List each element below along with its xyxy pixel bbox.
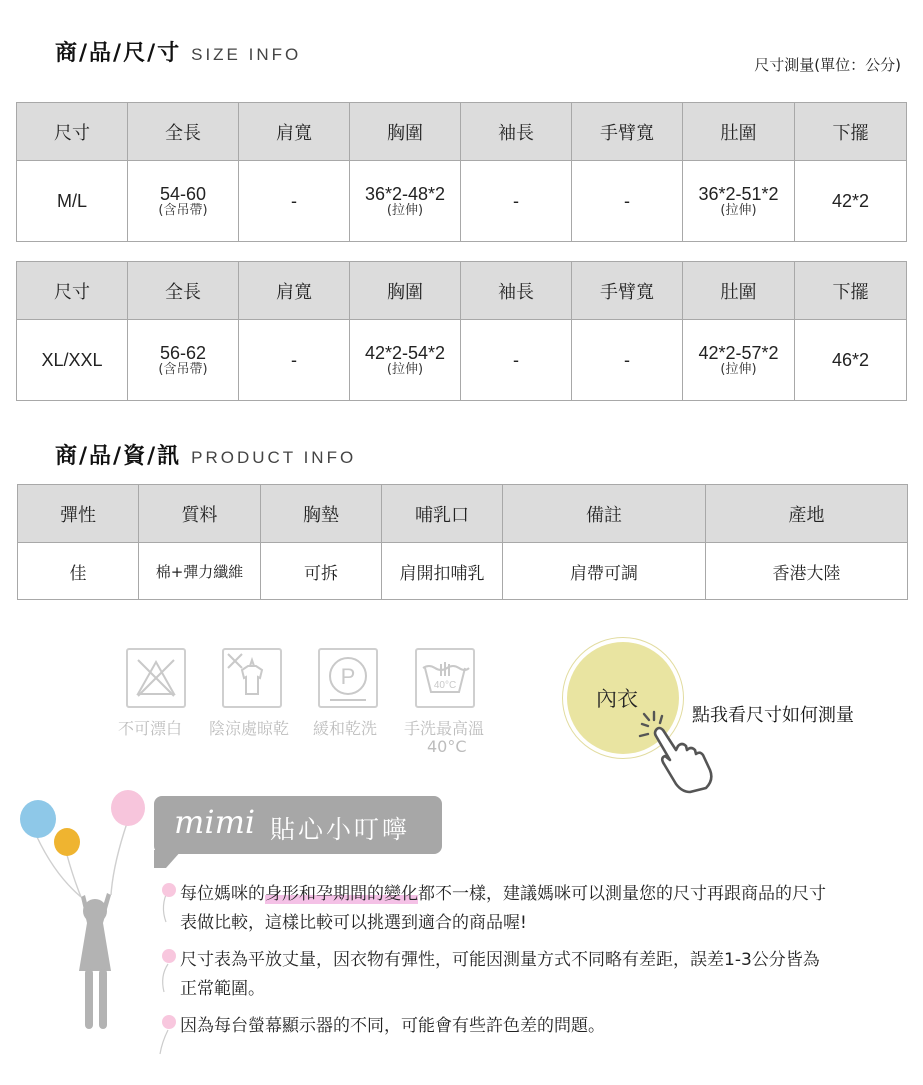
- header-bust: 胸圍: [350, 103, 461, 161]
- header-origin: 產地: [706, 485, 908, 543]
- no-bleach-icon: [126, 648, 186, 708]
- table-row: [17, 320, 907, 401]
- cell-material: 棉+彈力纖維: [139, 543, 261, 600]
- header-belly: 肚圍: [683, 262, 795, 320]
- tips-brand: mimi: [174, 803, 256, 841]
- header-material: 質料: [139, 485, 261, 543]
- cell-elasticity: 佳: [18, 543, 139, 600]
- cell-bust: 42*2-54*2 (拉伸): [350, 320, 461, 401]
- cell-hem: 46*2: [795, 320, 907, 401]
- measure-link[interactable]: 點我看尺寸如何測量: [692, 705, 854, 726]
- shade-dry-icon: [222, 648, 282, 708]
- cell-length: 54-60 (含吊帶): [128, 161, 239, 242]
- header-shoulder: 肩寬: [239, 103, 350, 161]
- tip-bullet: [162, 1015, 176, 1029]
- header-arm: 手臂寬: [572, 262, 683, 320]
- product-info-subtitle: PRODUCT INFO: [191, 448, 357, 467]
- cell-size: XL/XXL: [17, 320, 128, 401]
- cell-belly: 36*2-51*2 (拉伸): [683, 161, 795, 242]
- cell-sleeve: -: [461, 161, 572, 242]
- cell-sleeve: -: [461, 320, 572, 401]
- care-label-hand-wash-temp: 40°C: [427, 737, 467, 756]
- table-row: [18, 543, 908, 600]
- cell-origin: 香港大陸: [706, 543, 908, 600]
- tip-bullet: [162, 883, 176, 897]
- cell-belly: 42*2-57*2 (拉伸): [683, 320, 795, 401]
- hand-wash-glyph: 40°C: [433, 680, 457, 691]
- table-header-row: [17, 262, 907, 320]
- cell-nursing: 肩開扣哺乳: [382, 543, 503, 600]
- cell-bust: 36*2-48*2 (拉伸): [350, 161, 461, 242]
- header-hem: 下擺: [795, 262, 907, 320]
- balloon-girl-illustration: [15, 785, 165, 1059]
- size-info-heading: [55, 36, 301, 67]
- product-info-heading: [55, 439, 356, 470]
- product-info-table: [17, 484, 908, 600]
- header-elasticity: 彈性: [18, 485, 139, 543]
- header-belly: 肚圍: [683, 103, 795, 161]
- cell-remark: 肩帶可調: [503, 543, 706, 600]
- header-length: 全長: [128, 262, 239, 320]
- cell-arm: -: [572, 320, 683, 401]
- care-label-shade-dry: 陰涼處晾乾: [209, 719, 290, 738]
- cell-size: M/L: [17, 161, 128, 242]
- product-info-title: 商/品/資/訊: [55, 444, 182, 469]
- care-label-hand-wash: 手洗最高溫: [404, 719, 485, 738]
- header-sleeve: 袖長: [461, 103, 572, 161]
- cell-shoulder: -: [239, 161, 350, 242]
- tip-1-highlight: 身形和孕期間的變化: [265, 884, 418, 904]
- header-nursing: 哺乳口: [382, 485, 503, 543]
- hand-wash-icon: [415, 648, 475, 708]
- header-shoulder: 肩寬: [239, 262, 350, 320]
- header-size: 尺寸: [17, 103, 128, 161]
- tips-title: 貼心小叮嚀: [270, 815, 411, 844]
- tips-bubble-tail: [154, 850, 182, 868]
- header-hem: 下擺: [795, 103, 907, 161]
- tips-dotted-line: [158, 876, 178, 1056]
- header-length: 全長: [128, 103, 239, 161]
- header-size: 尺寸: [17, 262, 128, 320]
- tip-2-line-2: 正常範圍。: [180, 979, 265, 999]
- header-pad: 胸墊: [261, 485, 382, 543]
- tip-bullet: [162, 949, 176, 963]
- header-sleeve: 袖長: [461, 262, 572, 320]
- dry-clean-glyph: P: [340, 664, 356, 689]
- header-remark: 備註: [503, 485, 706, 543]
- cell-shoulder: -: [239, 320, 350, 401]
- size-table-xl: [16, 261, 907, 401]
- size-info-title: 商/品/尺/寸: [55, 41, 182, 66]
- measure-badge-label: 內衣: [596, 687, 638, 711]
- tip-1-line-2: 表做比較，這樣比較可以挑選到適合的商品喔!: [180, 913, 527, 933]
- dry-clean-icon: [318, 648, 378, 708]
- size-table-ml: [16, 102, 907, 242]
- care-label-dry-clean: 緩和乾洗: [313, 719, 378, 738]
- cell-arm: -: [572, 161, 683, 242]
- table-header-row: [17, 103, 907, 161]
- table-row: [17, 161, 907, 242]
- unit-note: 尺寸測量(單位：公分): [754, 56, 901, 74]
- header-arm: 手臂寬: [572, 103, 683, 161]
- header-bust: 胸圍: [350, 262, 461, 320]
- table-header-row: [18, 485, 908, 543]
- tip-1-line-1: 每位媽咪的身形和孕期間的變化都不一樣，建議媽咪可以測量您的尺寸再跟商品的尺寸: [180, 884, 826, 904]
- size-info-subtitle: SIZE INFO: [191, 45, 302, 64]
- cell-length: 56-62 (含吊帶): [128, 320, 239, 401]
- pointer-hand-icon: [636, 708, 718, 798]
- cell-pad: 可拆: [261, 543, 382, 600]
- care-label-no-bleach: 不可漂白: [118, 719, 183, 738]
- tip-2-line-1: 尺寸表為平放丈量，因衣物有彈性，可能因測量方式不同略有差距，誤差1-3公分皆為: [180, 950, 820, 970]
- cell-hem: 42*2: [795, 161, 907, 242]
- tip-3-line-1: 因為每台螢幕顯示器的不同，可能會有些許色差的問題。: [180, 1016, 605, 1036]
